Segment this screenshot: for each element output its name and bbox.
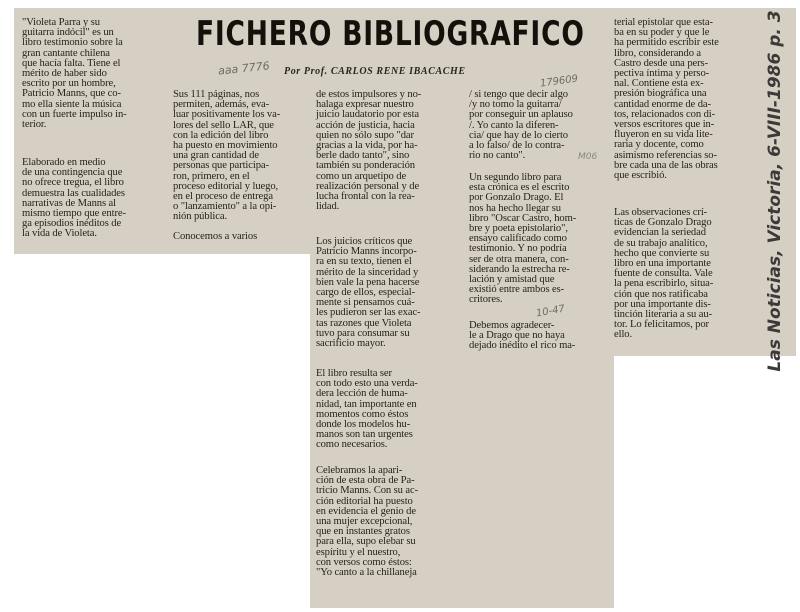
article-paragraph-epistolar: terial epistolar que esta- ba en su poder y que le ha permitido escribir este libro, considerando a Castro desde una pers- pectiva íntima y perso- nal. Contiene esta ex- presión biográfica una cantidad enorme de da- tos, relacionados con di- versos escritores que in- fluyeron en su vida lite- raria y docente, como asimismo referencias so- bre cada una de las obras que escribió. xyxy=(614,17,719,182)
catalog-mark: M06 xyxy=(578,152,598,162)
article-paragraph-juicios: Los juicios críticos que Patricio Manns incorpo- ra en su texto, tienen el mérito de la sinceridad y bien vale la pena hacerse cargo de ellos, especial- mente si pensamos cuá- les pudieron ser las exac- tas razones que Violeta tuvo para consumar su sacrificio mayor. xyxy=(316,236,421,350)
archive-stamp: aaa 7776 xyxy=(217,59,271,78)
article-paragraph-agradecer: Debemos agradecer- le a Drago que no haya dejado inédito el rico ma- xyxy=(469,320,576,352)
article-paragraph-celebramos: Celebramos la apari- ción de esta obra de Pa- tricio Manns. Con su ac- ción editorial ha puesto en evidencia el genio de una mujer excepcional, que en instantes gratos para ella, supo elebar su espíritu y el nuestro, con versos como éstos: "Yo canto a la chillaneja xyxy=(316,465,419,579)
article-paragraph-observaciones: Las observaciones crí- ticas de Gonzalo Drago evidencian la seriedad de su trabajo analítico, hecho que convierte su libro en una importante fuente de consulta. Vale la pena escribirlo, situa- ción que nos ratificaba por una importante dis- tinción literaria a su au- tor. Lo felicitamos, por ello. xyxy=(614,207,714,341)
article-paragraph-leccion: El libro resulta ser con todo esto una verda- dera lección de huma- nidad, tan importante en momentos como éstos donde los modelos hu- manos son tan urgentes como necesarios. xyxy=(316,368,418,451)
article-paragraph-intro: "Violeta Parra y su guitarra indócil" es un libro testimonio sobre la gran cantante chilena que hacía falta. Tiene el mérito de haber sido escrito por un hombre, Patricio Manns, que co- mo ella siente la música con un fuerte impulso in- terior. xyxy=(22,17,127,131)
article-paragraph-impulsores: de estos impulsores y no- halaga expresar nuestro juicio laudatorio por esta acción de justicia, hacia quien no sólo supo "dar gracias a la vida, por ha- berle dado tanto", sino también su ponderación como un arquetipo de realización personal y de lucha frontal con la rea- lidad. xyxy=(316,89,422,213)
catalog-number: 179609 xyxy=(539,73,579,90)
byline: Por Prof. CARLOS RENE IBACACHE xyxy=(284,66,466,77)
article-paragraph-pages: Sus 111 páginas, nos permiten, además, eva- luar positivamente los va- lores del sello LAR, que con la edición del libro ha puesto en movimiento una gran cantidad de personas que participa- ron, primero, en el proceso editorial y luego, en el proceso de entrega o "lanzamiento" a la opi- nión pública. xyxy=(173,89,281,223)
article-paragraph-varios: Conocemos a varios xyxy=(173,231,258,242)
handwritten-source-note xyxy=(757,10,793,372)
source-note-text: Las Noticias, Victoria, 6-VIII-1986 p. 3 xyxy=(765,10,785,372)
article-paragraph-context: Elaborado en medio de una contingencia que no ofrece tregua, el libro demuestra las cualidades narrativas de Manns al mismo tiempo que entre- ga episodios inéditos de la vida de Violeta. xyxy=(22,157,126,240)
headline: FICHERO BIBLIOGRAFICO xyxy=(196,14,585,54)
article-paragraph-segundo-libro: Un segundo libro para esta crónica es el escrito por Gonzalo Drago. El nos ha hecho llegar su libro "Oscar Castro, hom- bre y poeta epistolario", ensayo calificado como testimonio. Y no podría ser de otra manera, con- siderando la estrecha re- lación y amistad que existió entre ambos es- critores. xyxy=(469,172,577,306)
article-paragraph-verses: / si tengo que decir algo /y no tomo la guitarra/ por conseguir un aplauso /. Yo canto la diferen- cia/ que hay de lo cierto a lo falso/ de lo contra- rio no canto". xyxy=(469,89,573,162)
catalog-code: 10-47 xyxy=(535,303,566,320)
